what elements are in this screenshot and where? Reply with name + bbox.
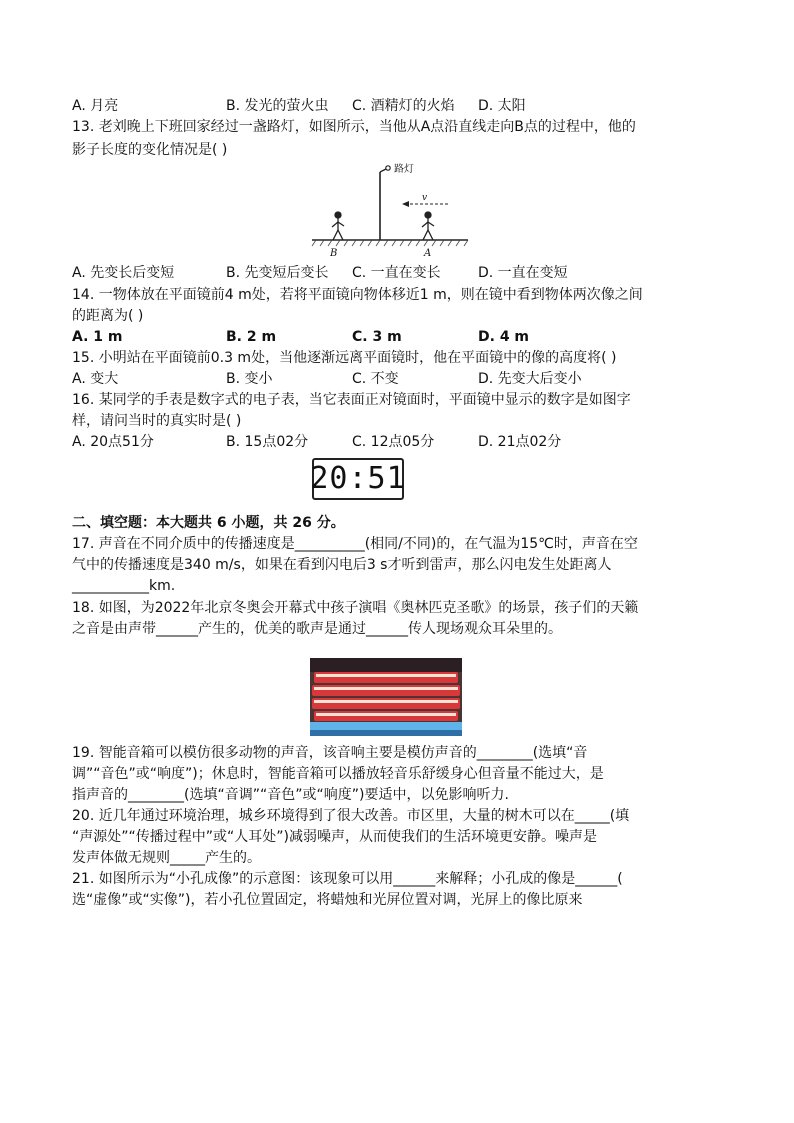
q12-option-a: A. 月亮 [72,98,119,114]
q20-stem-line2: “声源处”“传播过程中”或“人耳处”)减弱噪声，从而使我们的生活环境更安静。噪声是 [72,829,597,845]
q18-stem-line2: 之音是由声带______产生的，优美的歌声是通过______传人现场观众耳朵里的。 [72,621,562,637]
q16-stem-line1: 16. 某同学的手表是数字式的电子表，当它表面正对镜面时，平面镜中显示的数字是如图字 [72,392,631,408]
clock-digits: 20:51 [310,461,406,496]
point-b-label: B [330,248,338,259]
q14-option-c: C. 3 m [352,329,402,345]
q14-option-a: A. 1 m [72,329,123,345]
q20-stem-line1: 20. 近几年通过环境治理，城乡环境得到了很大改善。市区里，大量的树木可以在_____(填 [72,808,630,824]
choir-scene-image [310,658,462,736]
streetlamp-figure [310,160,470,260]
q13-option-b: B. 先变短后变长 [226,265,329,281]
q13-option-c: C. 一直在变长 [352,265,441,281]
speed-label: v [422,193,428,203]
choir-photo [310,658,462,736]
q16-option-b: B. 15点02分 [226,434,309,450]
q15-option-a: A. 变大 [72,371,119,387]
q12-option-d: D. 太阳 [478,98,526,114]
q21-stem-line1: 21. 如图所示为“小孔成像”的示意图：该现象可以用______来解释；小孔成的像是______( [72,871,623,887]
q18-stem-line1: 18. 如图，为2022年北京冬奥会开幕式中孩子演唱《奥林匹克圣歌》的场景，孩子们的天籁 [72,600,639,616]
digital-clock-figure [312,458,404,500]
lamp-label: 路灯 [394,164,414,175]
q15-stem-line1: 15. 小明站在平面镜前0.3 m处，当他逐渐远离平面镜时，他在平面镜中的像的高度将( ) [72,350,617,366]
q17-stem-line1: 17. 声音在不同介质中的传播速度是__________(相同/不同)的，在气温为15℃时，声音在空 [72,536,638,552]
q14-stem-line2: 的距离为( ) [72,308,144,324]
person-at-a-icon [422,212,434,240]
q19-stem-line3: 指声音的________(选填“音调”“音色”或“响度”)要适中，以免影响听力. [72,787,509,803]
q14-option-d: D. 4 m [478,329,530,345]
q13-stem-line2: 影子长度的变化情况是( ) [72,142,228,158]
point-a-label: A [424,248,432,259]
q15-option-d: D. 先变大后变小 [478,371,582,387]
q16-option-c: C. 12点05分 [352,434,435,450]
q21-stem-line2: 选“虚像”或“实像”)，若小孔位置固定，将蜡烛和光屏位置对调，光屏上的像比原来 [72,892,583,908]
q12-option-b: B. 发光的萤火虫 [226,98,329,114]
q16-stem-line2: 样，请问当时的真实时是( ) [72,413,242,429]
q13-option-a: A. 先变长后变短 [72,265,175,281]
q15-option-b: B. 变小 [226,371,273,387]
q17-stem-line3: ___________km. [72,578,176,594]
q15-option-c: C. 不变 [352,371,399,387]
section2-title: 二、填空题：本大题共 6 小题，共 26 分。 [72,515,345,531]
person-at-b-icon [332,212,344,240]
q13-stem-line1: 13. 老刘晚上下班回家经过一盏路灯，如图所示，当他从A点沿直线走向B点的过程中，他的 [72,119,636,135]
q16-option-a: A. 20点51分 [72,434,154,450]
q13-option-d: D. 一直在变短 [478,265,568,281]
q19-stem-line2: 调”“音色”或“响度”)；休息时，智能音箱可以播放轻音乐舒缓身心但音量不能过大，是 [72,766,604,782]
q19-stem-line1: 19. 智能音箱可以模仿很多动物的声音，该音响主要是模仿声音的________(选填“音 [72,745,588,761]
streetlamp-diagram [310,160,470,260]
q20-stem-line3: 发声体做无规则_____产生的。 [72,850,261,866]
q17-stem-line2: 气中的传播速度是340 m/s，如果在看到闪电后3 s才听到雷声，那么闪电发生处距离人 [72,557,612,573]
q16-option-d: D. 21点02分 [478,434,562,450]
q12-option-c: C. 酒精灯的火焰 [352,98,455,114]
q14-stem-line1: 14. 一物体放在平面镜前4 m处，若将平面镜向物体移近1 m，则在镜中看到物体两次像之间 [72,287,643,303]
lamp-bulb-icon [386,166,390,170]
q14-option-b: B. 2 m [226,329,277,345]
